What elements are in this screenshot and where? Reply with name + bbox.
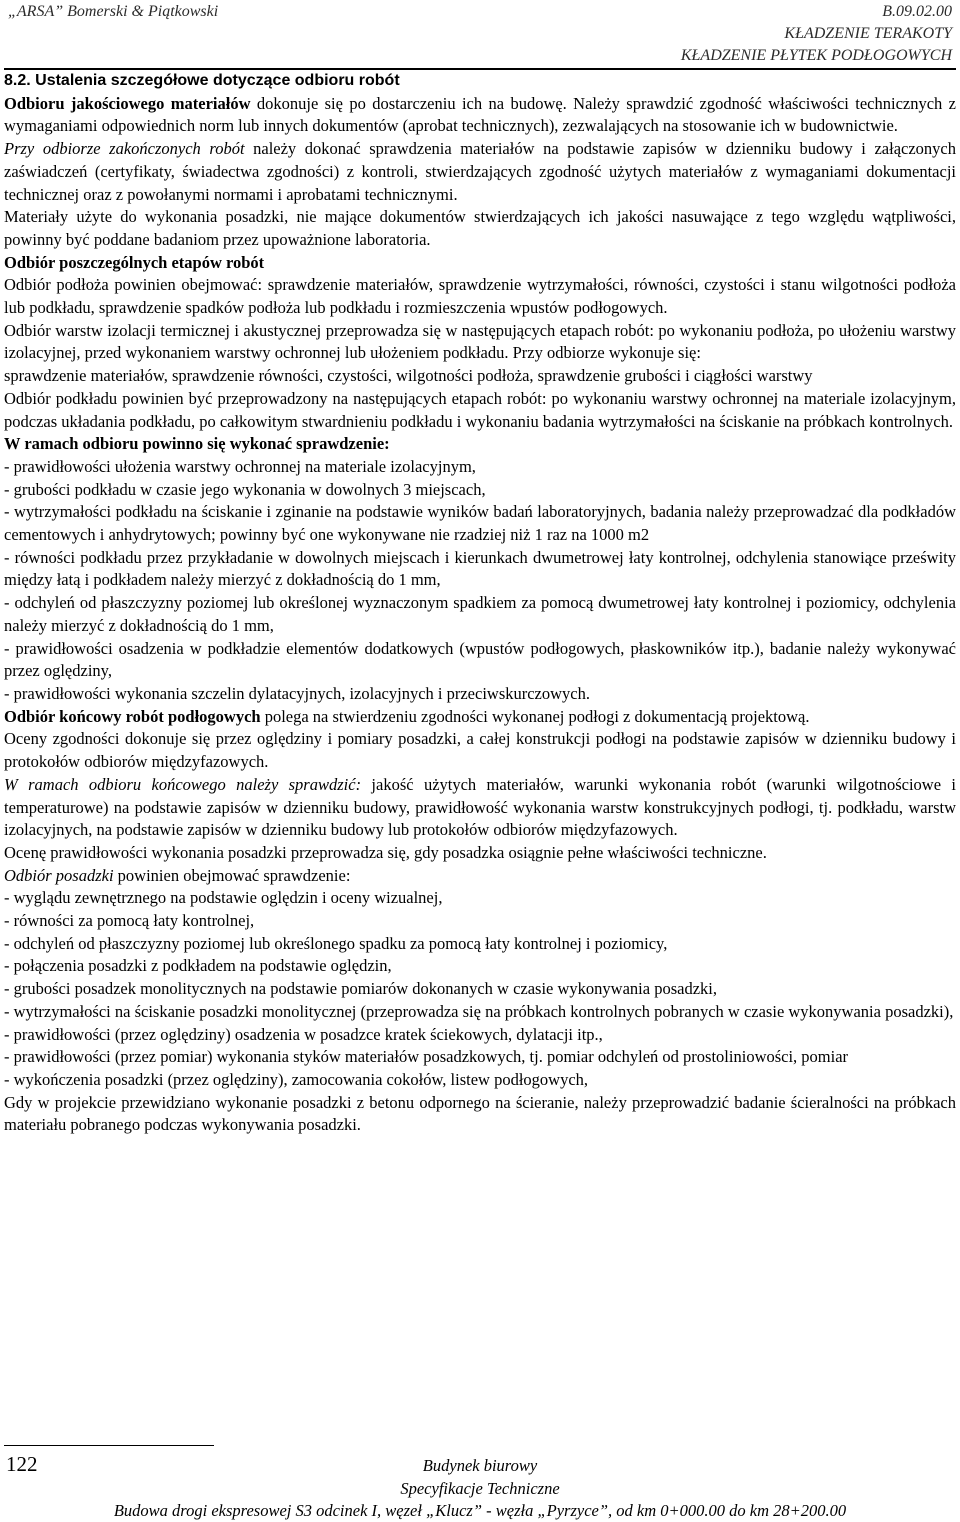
list-item: - prawidłowości wykonania szczelin dylatacyjnych, izolacyjnych i przeciwskurczowych. (4, 683, 590, 703)
paragraph-oceny-zgodnosci: Oceny zgodności dokonuje się przez oględziny i pomiary posadzki, a całej konstrukcji podłogi na podstawie zapisów w dzienniku budowy i protokołów odbiorów międzyfazowych. (4, 729, 956, 772)
paragraph-odbior-koncowy-sprawdzic (4, 774, 956, 842)
paragraph-ocena-prawidlowosci: Ocenę prawidłowości wykonania posadzki przeprowadza się, gdy posadzka osiągnie pełne właściwości techniczne. (4, 842, 767, 862)
paragraph-lead-bold: Odbiór końcowy robót podłogowych (4, 706, 261, 726)
footer-specs: Specyfikacje Techniczne (400, 1479, 560, 1498)
paragraph-zakonczone-roboty (4, 138, 956, 206)
page-number: 122 (6, 1452, 38, 1476)
footer-rule (4, 1445, 214, 1446)
paragraph-odbior-posadzki (4, 865, 956, 888)
list-item: - prawidłowości osadzenia w podkładzie elementów dodatkowych (wpustów podłogowych, płaskowników itp.), badanie należy wykonywać przez oględziny, (4, 638, 956, 681)
paragraph-text: należy dokonać sprawdzenia materiałów na podstawie zapisów w dzienniku budowy i załączonych zaświadczeń (certyfikaty, świadectwa zgodności) z kontroli, stwierdzających zgodność użytych materiałów z wymaganiami dokumentacji technicznej oraz z powołanymi normami i aprobatami technicznymi. (4, 139, 956, 204)
paragraph-lead-italic: Odbiór posadzki (4, 865, 114, 885)
list-item: - prawidłowości (przez pomiar) wykonania styków materiałów posadzkowych, tj. pomiar odchyleń od prostoliniowości, pomiar (4, 1047, 849, 1067)
paragraph-lead-italic: Przy odbiorze zakończonych robót (4, 139, 245, 159)
list-item: - grubości posadzek monolitycznych na podstawie pomiarów dokonanych w czasie wykonywania posadzki, (4, 979, 717, 999)
paragraph-odbior-koncowy (4, 706, 956, 729)
paragraph-text: jakość użytych materiałów, warunki wykonania robót (warunki wilgotnościowe i temperaturowe) na podstawie zapisów w dzienniku budowy, prawidłowość wykonania warstw konstrukcyjnych podłogi, tj. podkładu, warstw izolacyjnych, na podstawie zapisów w dzienniku budowy lub protokołów odbiorów międzyfazowych. (4, 774, 956, 840)
list-item: - połączenia posadzki z podkładem na podstawie oględzin, (4, 956, 392, 976)
list-item: - wykończenia posadzki (przez oględziny), zamocowania cokołów, listew podłogowych, (4, 1069, 589, 1089)
paragraph-beton-scieralnosc: Gdy w projekcie przewidziano wykonanie posadzki z betonu odpornego na ścieranie, należy przeprowadzić badanie ścieralności na próbkach materiału pobranego podczas wykonywania posadzki. (4, 1092, 956, 1135)
paragraph-odbior-jakosciowy (4, 93, 956, 138)
list-item: - wyglądu zewnętrznego na podstawie oględzin i oceny wizualnej, (4, 888, 443, 908)
paragraph-lead-italic: W ramach odbioru końcowego należy sprawdzić: (4, 774, 362, 794)
footer-project: Budowa drogi ekspresowej S3 odcinek I, węzeł „Klucz” - węzła „Pyrzyce”, od km 0+000.00 do km 28+200.00 (113, 1501, 847, 1520)
list-item: - równości za pomocą łaty kontrolnej, (4, 911, 255, 931)
paragraph-odbior-podloza: Odbiór podłoża powinien obejmować: sprawdzenie materiałów, sprawdzenie wytrzymałości, równości, czystości i stanu wilgotności podłoża lub podkładu, sprawdzenie spadków podłoża lub podkładu i rozmieszczenia wpustów podłogowych. (4, 275, 956, 318)
paragraph-odbior-izolacji: Odbiór warstw izolacji termicznej i akustycznej przeprowadza się w następujących etapach robót: po wykonaniu podłoża, po ułożeniu warstwy izolacyjnej, przed wykonaniem warstwy ochronnej lub ułożeniem podkładu. Przy odbiorze wykonuje się: (4, 320, 956, 363)
list-item: - odchyleń od płaszczyzny poziomej lub określonego spadku za pomocą łaty kontrolnej i poziomicy, (4, 933, 668, 953)
header-spec-code: B.09.02.00 (882, 3, 952, 20)
list-item: - równości podkładu przez przykładanie w dowolnych miejscach i kierunkach dwumetrowej łaty kontrolnej, odchylenia stanowiące prześwity między łatą i podkładem należy mierzyć z dokładnością do 1 mm, (4, 547, 956, 590)
list-item: - grubości podkładu w czasie jego wykonania w dowolnych 3 miejscach, (4, 479, 486, 499)
header-company: „ARSA” Bomerski & Piątkowski (8, 3, 219, 20)
header-title-plytki: KŁADZENIE PŁYTEK PODŁOGOWYCH (680, 47, 952, 64)
paragraph-text: powinien obejmować sprawdzenie: (113, 865, 351, 885)
footer-building: Budynek biurowy (422, 1456, 538, 1475)
list-item: - odchyleń od płaszczyzny poziomej lub określonej wyznaczonym spadkiem za pomocą dwumetrowej łaty kontrolnej i poziomicy, odchylenia należy mierzyć z dokładnością do 1 mm, (4, 593, 956, 635)
header-title-terakota: KŁADZENIE TERAKOTY (784, 25, 952, 42)
paragraph-materialy: Materiały użyte do wykonania posadzki, nie mające dokumentów stwierdzających ich jakości nasuwające z tego względu wątpliwości, powinny być poddane badaniom przez upoważnione laboratoria. (4, 207, 956, 249)
list-item: - wytrzymałości podkładu na ściskanie i zginanie na podstawie wyników badań laboratoryjnych, badania należy przeprowadzać dla podkładów cementowych i anhydrytowych; powinny być one wykonywane nie rzadziej niż 1 raz na 1000 m2 (4, 502, 956, 545)
subheading-w-ramach-odbioru: W ramach odbioru powinno się wykonać sprawdzenie: (4, 434, 390, 454)
paragraph-sprawdzenie-warstwy: sprawdzenie materiałów, sprawdzenie równości, czystości, wilgotności podłoża, sprawdzenie grubości i ciągłości warstwy (4, 366, 813, 386)
paragraph-odbior-podkladu: Odbiór podkładu powinien być przeprowadzony na następujących etapach robót: po wykonaniu warstwy ochronnej na materiale izolacyjnym, podczas układania podkładu, po całkowitym stwardnieniu podkładu i wykonaniu badania wytrzymałości na ściskanie na próbkach kontrolnych. (4, 388, 956, 431)
paragraph-text: polega na stwierdzeniu zgodności wykonanej podłogi z dokumentacją projektową. (260, 706, 810, 726)
paragraph-text: dokonuje się po dostarczeniu ich na budowę. Należy sprawdzić zgodność właściwości technicznych z wymaganiami odpowiednich norm lub innych dokumentów (aprobat technicznych), zezwalających na stosowanie ich w budownictwie. (4, 93, 956, 136)
document-body (4, 70, 956, 1137)
section-heading: 8.2. Ustalenia szczegółowe dotyczące odbioru robót (4, 72, 400, 89)
list-item: - prawidłowości (przez oględziny) osadzenia w posadzce kratek ściekowych, dylatacji itp., (4, 1024, 603, 1044)
list-item: - wytrzymałości na ściskanie posadzki monolitycznej (przeprowadza się na próbkach kontrolnych pobranych w czasie wykonywania posadzki), (4, 1001, 954, 1021)
subheading-odbior-etapow: Odbiór poszczególnych etapów robót (4, 252, 265, 272)
paragraph-lead-bold: Odbioru jakościowego materiałów (4, 93, 251, 113)
list-item: - prawidłowości ułożenia warstwy ochronnej na materiale izolacyjnym, (4, 456, 476, 476)
